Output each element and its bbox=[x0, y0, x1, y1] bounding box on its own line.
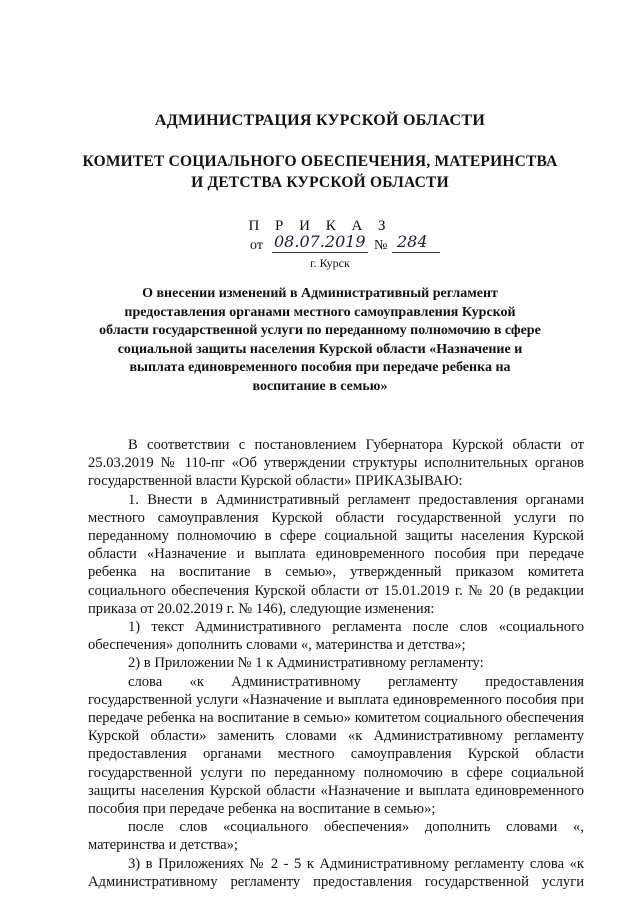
committee-title bbox=[0, 151, 640, 193]
subject-line: социальной защиты населения Курской области «Назначение и bbox=[117, 341, 523, 357]
order-subject bbox=[0, 285, 640, 396]
subject-line: предоставления органами местного самоуправления Курской bbox=[124, 304, 516, 320]
subject-line: О внесении изменений в Административный регламент bbox=[142, 286, 498, 301]
body-paragraph-subitem-1: 1) текст Административного регламента после слов «социального обеспечения» дополнить словами «, материнства и детства»; bbox=[88, 619, 584, 654]
body-paragraph-replace-words: слова «к Административному регламенту предоставления государственной услуги «Назначение и выплата единовременного пособия при передаче ребенка на воспитание в семью» комитетом социального обеспечения Курской области» заменить словами «к Административному регламенту предоставления органами местного самоуправления Курской области государственной услуги по переданному полномочию в сфере социальной защиты населения Курской области «Назначение и выплата единовременного пособия при передаче ребенка на воспитание в семью»; bbox=[88, 673, 584, 818]
body-paragraph-add-words: после слов «социального обеспечения» дополнить словами «, материнства и детства»; bbox=[88, 819, 584, 854]
subject-line: выплата единовременного пособия при передаче ребенка на bbox=[129, 360, 511, 375]
order-number-label: № bbox=[374, 238, 388, 253]
body-paragraph-preamble: В соответствии с постановлением Губернатора Курской области от 25.03.2019 № 110-пг «Об утверждении структуры исполнительных органов государственной власти Курской области» ПРИКАЗЫВАЮ: bbox=[88, 437, 584, 490]
administration-title: АДМИНИСТРАЦИЯ КУРСКОЙ ОБЛАСТИ bbox=[154, 112, 486, 129]
body-paragraph-subitem-3: 3) в Приложениях № 2 - 5 к Административному регламенту слова «к Административному регламенту предоставления государственной услуги bbox=[88, 855, 584, 890]
order-from-label: от bbox=[250, 238, 263, 253]
order-city: г. Курск bbox=[310, 256, 350, 270]
order-number-underline bbox=[392, 252, 440, 253]
subject-line: воспитание в семью» bbox=[252, 378, 388, 394]
committee-title-line2: И ДЕТСТВА КУРСКОЙ ОБЛАСТИ bbox=[191, 174, 449, 191]
order-title: П Р И К А З bbox=[248, 218, 392, 234]
committee-title-line1: КОМИТЕТ СОЦИАЛЬНОГО ОБЕСПЕЧЕНИЯ, МАТЕРИНСТВА bbox=[82, 153, 558, 170]
subject-line: области государственной услуги по переданному полномочию в сфере bbox=[99, 323, 541, 338]
body-paragraph-item-1: 1. Внести в Административный регламент предоставления органами местного самоуправления Курской области государственной услуги по переданному полномочию в сфере социальной защиты населения Курской области «Назначение и выплата единовременного пособия при передаче ребенка на воспитание в семью», утвержденный приказом комитета социального обеспечения Курской области от 15.01.2019 г. № 20 (в редакции приказа от 20.02.2019 г. № 146), следующие изменения: bbox=[88, 491, 584, 617]
order-date-underline bbox=[272, 252, 368, 253]
order-body bbox=[88, 436, 584, 891]
order-number: 284 bbox=[397, 232, 428, 251]
body-paragraph-subitem-2: 2) в Приложении № 1 к Административному регламенту: bbox=[128, 655, 484, 672]
order-date: 08.07.2019 bbox=[274, 232, 366, 251]
